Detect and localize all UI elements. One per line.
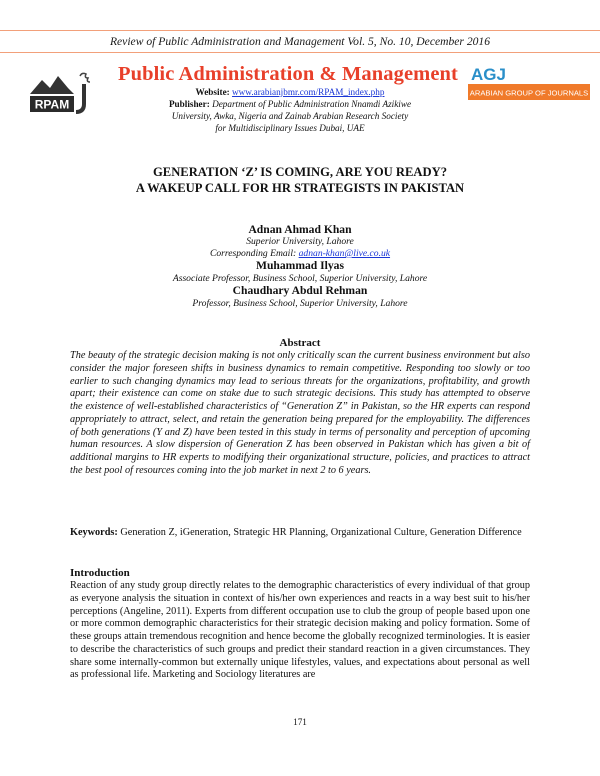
paper-title-line-1: GENERATION ‘Z’ IS COMING, ARE YOU READY? bbox=[153, 165, 447, 179]
paper-title-line-2: A WAKEUP CALL FOR HR STRATEGISTS IN PAKISTAN bbox=[135, 181, 465, 195]
author-affiliation-3: Professor, Business School, Superior University, Lahore bbox=[192, 298, 408, 309]
agj-logo bbox=[468, 62, 590, 110]
agj-logo-subtext: ARABIAN GROUP OF JOURNALS bbox=[469, 88, 589, 98]
author-affiliation-1: Superior University, Lahore bbox=[246, 236, 354, 247]
author-affiliation-2: Associate Professor, Business School, Superior University, Lahore bbox=[172, 273, 428, 284]
website-label: Website: bbox=[195, 87, 230, 97]
rpam-logo-text: RPAM bbox=[34, 97, 70, 112]
abstract-text: The beauty of the strategic decision making is not only critically scan the current business environment but also consider the major foreseen shifts in business dynamics to remain competitive. Responding too slowly or too earlier to such changing dynamics may lead to serious threats for the organizations, profitability, and growth apart; their existence can come on stake due to such strategic decisions. This study has attempted to observe the existence of well-established characteristics of “Generation Z” in Pakistan, so the HR experts can respond appropriately to attract, select, and retain the generation being prepared for the employability. The differences of both generations (Y and Z) have been tested in this study in terms of personality and perception of upcoming human resources. A slow dispersion of Generation Z has been observed in Pakistan which has given a bit of additional margins to HR experts to modifying their organizational structure, policies, and practices to attract the best pool of resources coming into the job market in next 2 to 6 years. bbox=[70, 350, 530, 476]
author-name-2: Muhammad Ilyas bbox=[256, 259, 344, 272]
agj-logo-text: AGJ bbox=[471, 65, 506, 84]
running-head: Review of Public Administration and Management Vol. 5, No. 10, December 2016 bbox=[109, 35, 491, 48]
author-email-line bbox=[0, 248, 600, 259]
keywords bbox=[70, 527, 530, 540]
email-label: Corresponding Email: bbox=[209, 248, 297, 259]
website-link[interactable]: www.arabianjbmr.com/RPAM_index.php bbox=[232, 87, 385, 97]
introduction-heading: Introduction bbox=[70, 567, 130, 579]
author-name-1: Adnan Ahmad Khan bbox=[248, 223, 352, 236]
author-email-link[interactable]: adnan-khan@live.co.uk bbox=[298, 248, 391, 259]
author-name-3: Chaudhary Abdul Rehman bbox=[232, 284, 368, 297]
website-line bbox=[110, 87, 470, 99]
rpam-logo bbox=[28, 70, 100, 116]
publisher-line-2: University, Awka, Nigeria and Zainab Arabian Research Society bbox=[171, 111, 409, 121]
publisher-line-3: for Multidisciplinary Issues Dubai, UAE bbox=[215, 123, 365, 133]
abstract-heading: Abstract bbox=[279, 337, 321, 349]
paper-title bbox=[0, 164, 600, 196]
keywords-text: Generation Z, iGeneration, Strategic HR Planning, Organizational Culture, Generation Difference bbox=[120, 527, 522, 538]
header-rule bbox=[0, 52, 600, 53]
publisher-line bbox=[110, 99, 470, 111]
page-number: 171 bbox=[293, 717, 307, 727]
top-rule bbox=[0, 30, 600, 31]
publisher-label: Publisher: bbox=[168, 99, 210, 109]
keywords-label: Keywords: bbox=[70, 527, 118, 538]
journal-title: Public Administration & Management bbox=[118, 63, 458, 85]
introduction-text: Reaction of any study group directly relates to the demographic characteristics of every individual of that group as everyone analysis the situation in context of his/her own experiences and reacts in a way best suit to his/her perceptions (Angeline, 2011). Experts from different occupation use to club the group of people based upon one or more common demographic characteristics for their strategic decision making and policy formation. Some of these groups attain tremendous recognition and hence become the globally recognized terminologies. It is easier to describe the characteristics of such groups and predict their standard reaction in a given circumstances. They share some internally-common but externally unique lifestyles, values, and expectations about personal as well as professional life. Marketing and Sociology literatures are bbox=[70, 580, 530, 681]
publisher-text: Department of Public Administration Nnamdi Azikiwe bbox=[212, 99, 412, 109]
